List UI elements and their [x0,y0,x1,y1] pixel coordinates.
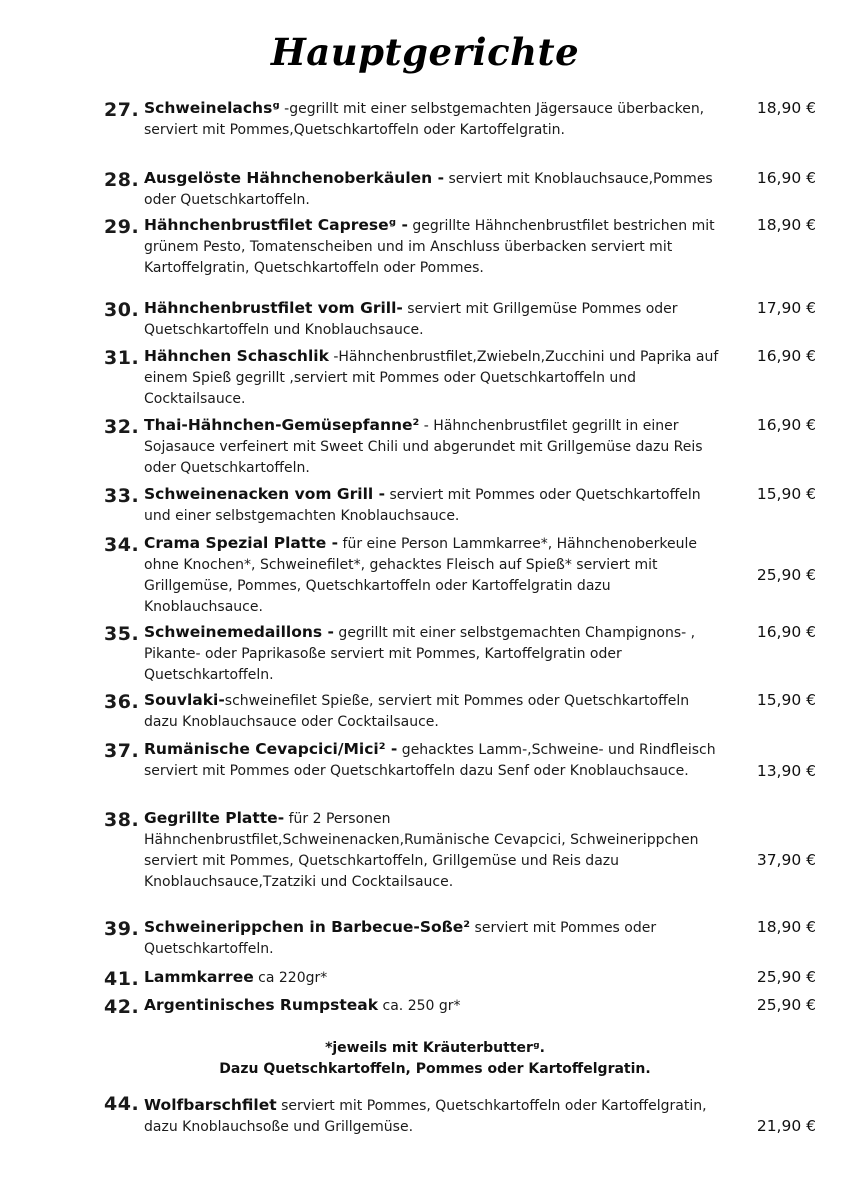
item-description: serviert mit Pommes, Quetschkartoffeln oder Kartoffelgratin, dazu Knoblauchsoße und Grillgemüse. [144,1098,707,1135]
item-description: -Hähnchenbrustfilet,Zwiebeln,Zucchini und Paprika auf einem Spieß gegrillt ,serviert mit Pommes oder Quetschkartoffeln und Cocktailsauce. [144,349,719,407]
menu-item-32 [104,415,820,479]
item-name: Hähnchen Schaschlik [144,347,329,365]
item-number: 42. [104,996,140,1018]
menu-item-34 [104,533,820,618]
menu-item-30 [104,298,820,341]
item-price: 13,90 € [756,762,816,780]
item-name: Rumänische Cevapcici/Mici² - [144,740,398,758]
menu-item-29 [104,215,820,279]
item-description: serviert mit Pommes oder Quetschkartoffeln und einer selbstgemachten Knoblauchsauce. [144,487,701,524]
item-price: 15,90 € [756,691,816,709]
item-description: für eine Person Lammkarree*, Hähnchenoberkeule ohne Knochen*, Schweinefilet*, gehacktes Fleisch auf Spieß* serviert mit Grillgemüse, Pommes, Quetschkartoffeln oder Kartoffelgratin dazu Knoblauchsauce. [144,536,697,615]
item-name: Thai-Hähnchen-Gemüsepfanne² [144,416,420,434]
menu-item-44 [104,1095,820,1138]
item-price: 25,90 € [756,968,816,986]
item-description: -gegrillt mit einer selbstgemachten Jägersauce überbacken, serviert mit Pommes,Quetschkartoffeln oder Kartoffelgratin. [144,101,705,138]
menu-item-27 [104,98,820,141]
item-name: Hähnchenbrustfilet vom Grill- [144,299,403,317]
item-price: 18,90 € [756,216,816,234]
item-price: 17,90 € [756,299,816,317]
item-price: 25,90 € [756,566,816,584]
menu-item-38 [104,808,820,893]
item-number: 35. [104,623,140,645]
item-description: gehacktes Lamm-,Schweine- und Rindfleisch serviert mit Pommes oder Quetschkartoffeln dazu Senf oder Knoblauchsauce. [144,742,716,779]
menu-item-33 [104,484,820,527]
item-name: Crama Spezial Platte - [144,534,339,552]
item-description: gegrillte Hähnchenbrustfilet bestrichen mit grünem Pesto, Tomatenscheiben und im Anschluss überbacken serviert mit Kartoffelgratin, Quetschkartoffeln oder Pommes. [144,218,715,276]
item-price: 18,90 € [756,99,816,117]
item-name: Schweinelachsᵍ [144,99,280,117]
item-description: gegrillt mit einer selbstgemachten Champignons- , Pikante- oder Paprikasoße serviert mit Pommes, Kartoffelgratin oder Quetschkartoffeln. [144,625,696,683]
note-line-2: Dazu Quetschkartoffeln, Pommes oder Kartoffelgratin. [219,1061,651,1077]
item-number: 27. [104,99,140,121]
item-name: Schweinerippchen in Barbecue-Soße² [144,918,471,936]
side-dish-note [0,1038,850,1080]
item-price: 16,90 € [756,416,816,434]
item-name: Schweinemedaillons - [144,623,334,641]
item-name: Schweinenacken vom Grill - [144,485,386,503]
item-description: serviert mit Grillgemüse Pommes oder Quetschkartoffeln und Knoblauchsauce. [144,301,678,338]
note-line-1: *jeweils mit Kräuterbutterᵍ. [325,1040,545,1056]
item-number: 34. [104,534,140,556]
menu-item-28 [104,168,820,211]
item-name: Ausgelöste Hähnchenoberkäulen - [144,169,445,187]
menu-item-31 [104,346,820,410]
item-description: ca 220gr* [253,970,328,986]
item-price: 16,90 € [756,169,816,187]
item-number: 38. [104,809,140,831]
item-number: 39. [104,918,140,940]
item-number: 41. [104,968,140,990]
item-number: 29. [104,216,140,238]
item-name: Argentinisches Rumpsteak [144,996,379,1014]
item-price: 16,90 € [756,623,816,641]
item-number: 44. [104,1093,140,1115]
item-price: 16,90 € [756,347,816,365]
menu-item-39 [104,917,820,960]
item-description: serviert mit Knoblauchsauce,Pommes oder Quetschkartoffeln. [144,171,713,208]
item-number: 36. [104,691,140,713]
item-name: Gegrillte Platte- [144,809,285,827]
item-number: 28. [104,169,140,191]
page-title: Hauptgerichte [270,30,580,74]
item-number: 33. [104,485,140,507]
item-name: Lammkarree [144,968,254,986]
item-price: 15,90 € [756,485,816,503]
item-price: 25,90 € [756,996,816,1014]
item-number: 32. [104,416,140,438]
menu-item-36 [104,690,820,733]
menu-item-37 [104,739,820,782]
item-price: 18,90 € [756,918,816,936]
item-description: schweinefilet Spieße, serviert mit Pommes oder Quetschkartoffeln dazu Knoblauchsauce oder Cocktailsauce. [144,693,690,730]
item-description: serviert mit Pommes oder Quetschkartoffeln. [144,920,657,957]
item-price: 21,90 € [756,1117,816,1135]
item-description: ca. 250 gr* [378,998,461,1014]
item-name: Hähnchenbrustfilet Capreseᵍ - [144,216,408,234]
item-name: Wolfbarschfilet [144,1096,277,1114]
item-description: - Hähnchenbrustfilet gegrillt in einer Sojasauce verfeinert mit Sweet Chili und abgerundet mit Grillgemüse dazu Reis oder Quetschkartoffeln. [144,418,703,476]
menu-item-42 [104,995,820,1017]
item-number: 30. [104,299,140,321]
item-name: Souvlaki- [144,691,225,709]
menu-item-35 [104,622,820,686]
item-number: 31. [104,347,140,369]
item-description: für 2 Personen Hähnchenbrustfilet,Schweinenacken,Rumänische Cevapcici, Schweinerippchen serviert mit Pommes, Quetschkartoffeln, Grillgemüse und Reis dazu Knoblauchsauce,Tzatziki und Cocktailsauce. [144,811,699,890]
item-number: 37. [104,740,140,762]
item-price: 37,90 € [756,851,816,869]
menu-item-41 [104,967,820,989]
